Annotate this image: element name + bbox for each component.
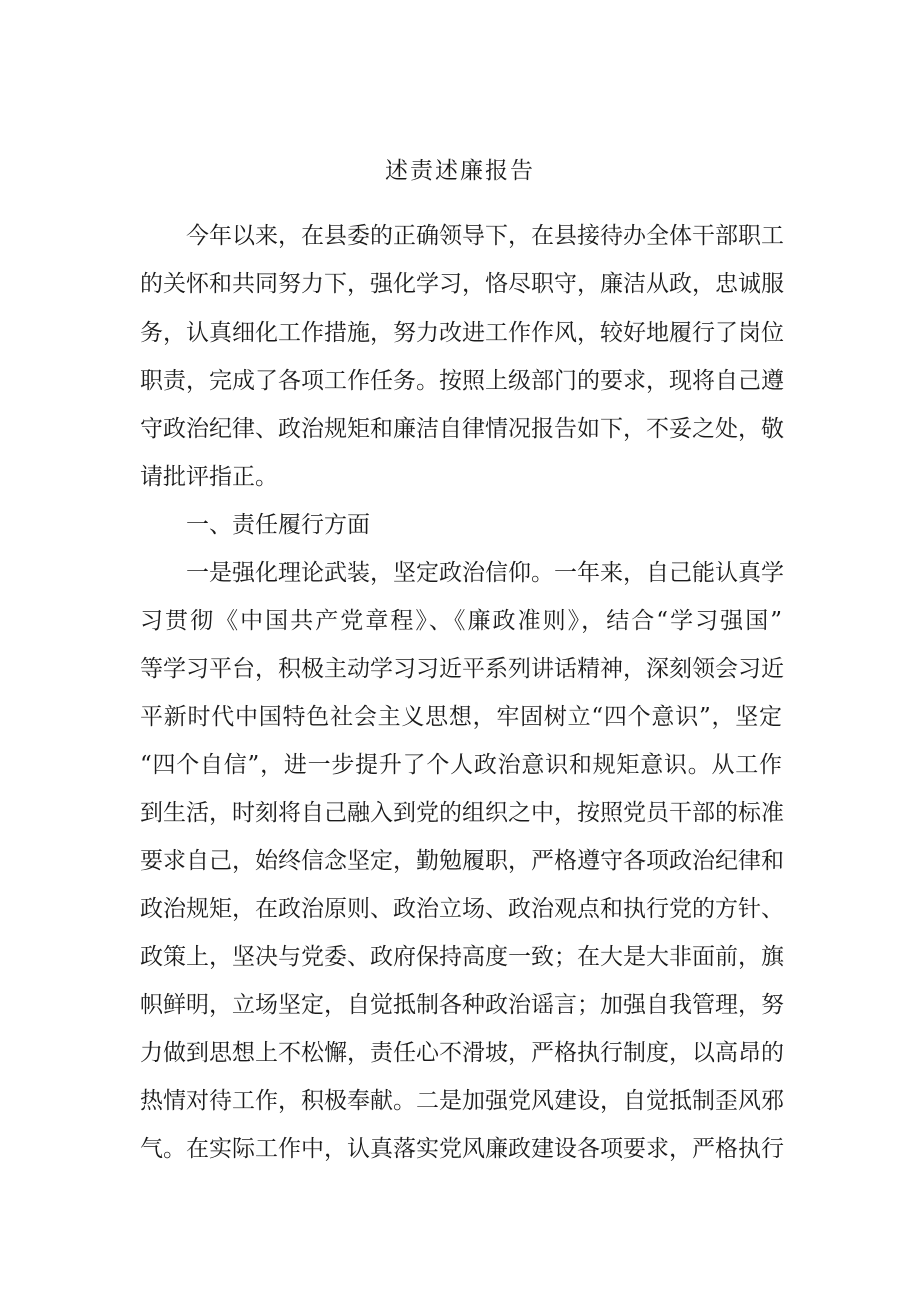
paragraph-line: 务，认真细化工作措施，努力改进工作作风，较好地履行了岗位 — [140, 320, 784, 346]
paragraph-line: 习贯彻《中国共产党章程》、《廉政准则》，结合“学习强国” — [140, 608, 782, 634]
paragraph-line: 热情对待工作，积极奉献。二是加强党风建设，自觉抵制歪风邪 — [140, 1088, 784, 1114]
paragraph-line: 等学习平台，积极主动学习习近平系列讲话精神，深刻领会习近 — [140, 656, 784, 682]
paragraph-line: 帜鲜明，立场坚定，自觉抵制各种政治谣言；加强自我管理，努 — [140, 992, 784, 1018]
paragraph-line: 请批评指正。 — [140, 464, 278, 490]
paragraph-line: 的关怀和共同努力下，强化学习，恪尽职守，廉洁从政，忠诚服 — [140, 271, 784, 297]
paragraph-line: 气。在实际工作中，认真落实党风廉政建设各项要求，严格执行 — [140, 1136, 784, 1162]
paragraph-line: 到生活，时刻将自己融入到党的组织之中，按照党员干部的标准 — [140, 800, 784, 826]
paragraph-line: 今年以来，在县委的正确领导下，在县接待办全体干部职工 — [186, 223, 784, 249]
paragraph-line: 职责，完成了各项工作任务。按照上级部门的要求，现将自己遵 — [140, 368, 784, 394]
paragraph-line: 平新时代中国特色社会主义思想，牢固树立“四个意识”，坚定 — [140, 704, 782, 730]
paragraph-line: 要求自己，始终信念坚定，勤勉履职，严格遵守各项政治纪律和 — [140, 848, 784, 874]
section-heading: 一、责任履行方面 — [186, 512, 370, 538]
paragraph-line: 政治规矩，在政治原则、政治立场、政治观点和执行党的方针、 — [140, 896, 784, 922]
paragraph-line: “四个自信”，进一步提升了个人政治意识和规矩意识。从工作 — [140, 752, 782, 778]
paragraph-line: 政策上，坚决与党委、政府保持高度一致；在大是大非面前，旗 — [140, 944, 784, 970]
document-title: 述责述廉报告 — [385, 158, 535, 184]
paragraph-line: 力做到思想上不松懈，责任心不滑坡，严格执行制度，以高昂的 — [140, 1040, 784, 1066]
paragraph-line: 守政治纪律、政治规矩和廉洁自律情况报告如下，不妥之处，敬 — [140, 416, 784, 442]
paragraph-line: 一是强化理论武装，坚定政治信仰。一年来，自己能认真学 — [186, 560, 784, 586]
